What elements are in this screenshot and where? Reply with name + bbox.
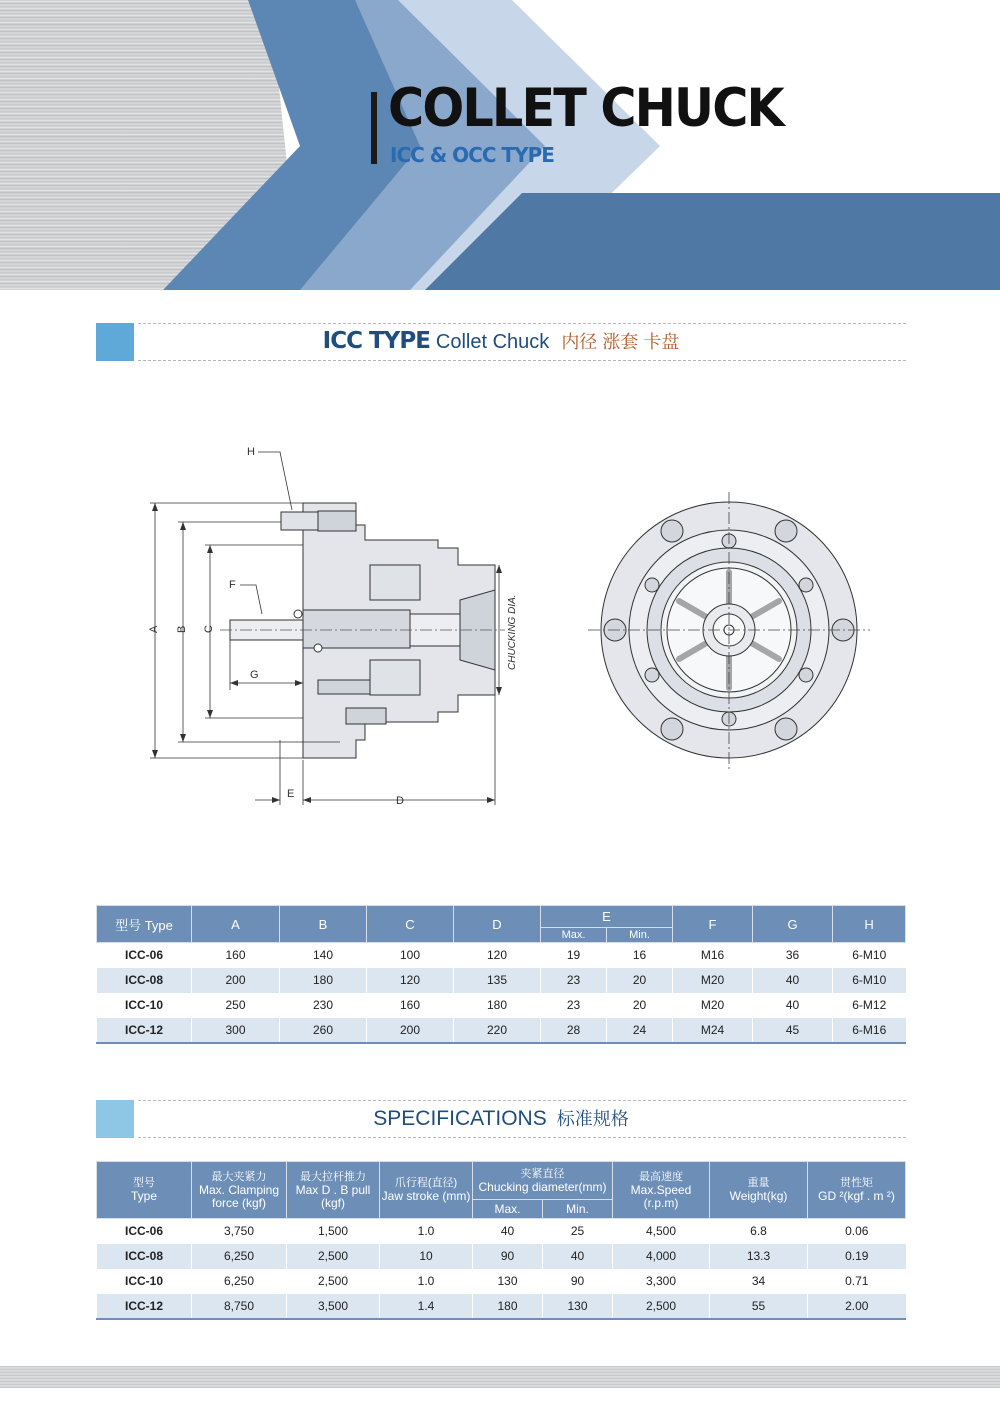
cell-clamping: 3,750 bbox=[192, 1219, 287, 1244]
label-h: H bbox=[247, 446, 255, 458]
cell-a: 160 bbox=[192, 943, 280, 968]
col-header-chucking-dia bbox=[473, 1162, 613, 1200]
collet-chuck-drawing bbox=[130, 430, 880, 820]
cell-type: ICC-08 bbox=[97, 968, 192, 993]
cell-type: ICC-06 bbox=[97, 1219, 192, 1244]
col-header-type-cn: 型号 bbox=[133, 1177, 155, 1189]
cell-e-min: 20 bbox=[607, 993, 673, 1018]
cell-e-min: 20 bbox=[607, 968, 673, 993]
col-header-clamping bbox=[192, 1162, 287, 1219]
col-header-type: 型号 Type bbox=[97, 906, 192, 943]
cell-stroke: 1.0 bbox=[380, 1269, 473, 1294]
cell-speed: 4,000 bbox=[613, 1244, 710, 1269]
cell-clamping: 6,250 bbox=[192, 1244, 287, 1269]
col-header-d: D bbox=[454, 906, 541, 943]
col-header-b: B bbox=[280, 906, 367, 943]
side-view bbox=[230, 503, 495, 758]
dashed-divider bbox=[138, 1137, 906, 1138]
table-row bbox=[97, 1018, 906, 1043]
cell-h: 6-M10 bbox=[833, 968, 906, 993]
cell-f: M20 bbox=[673, 993, 753, 1018]
dashed-divider bbox=[138, 1100, 906, 1101]
col-header-speed-en: Max.Speed (r.p.m) bbox=[630, 1182, 692, 1210]
col-header-chucking-dia-cn: 夹紧直径 bbox=[520, 1167, 565, 1180]
col-header-g: G bbox=[753, 906, 833, 943]
section-title bbox=[96, 328, 906, 354]
col-header-weight-cn: 重量 bbox=[747, 1177, 770, 1189]
section-title bbox=[96, 1105, 906, 1131]
section-title-regular: Collet Chuck bbox=[435, 331, 550, 353]
page-subtitle: ICC & OCC TYPE bbox=[390, 143, 554, 167]
cell-stroke: 1.4 bbox=[380, 1294, 473, 1319]
col-header-h: H bbox=[833, 906, 906, 943]
col-header-e: E bbox=[541, 906, 673, 928]
col-header-gd2-cn: 贯性矩 bbox=[840, 1177, 874, 1189]
col-header-e-min: Min. bbox=[607, 928, 673, 943]
cell-dia-min: 130 bbox=[543, 1294, 613, 1319]
cell-stroke: 1.0 bbox=[380, 1219, 473, 1244]
label-a: A bbox=[148, 625, 160, 633]
cell-weight: 6.8 bbox=[710, 1219, 808, 1244]
col-header-pull bbox=[287, 1162, 380, 1219]
cell-h: 6-M10 bbox=[833, 943, 906, 968]
page-title: COLLET CHUCK bbox=[388, 78, 783, 139]
cell-e-max: 23 bbox=[541, 993, 607, 1018]
cell-c: 120 bbox=[367, 968, 454, 993]
cell-dia-max: 130 bbox=[473, 1269, 543, 1294]
col-header-pull-cn: 最大拉杆推力 bbox=[300, 1170, 366, 1183]
col-header-weight bbox=[710, 1162, 808, 1219]
section-header-icc-type bbox=[96, 323, 906, 361]
cell-b: 230 bbox=[280, 993, 367, 1018]
col-header-stroke-en: Jaw stroke (mm) bbox=[381, 1189, 471, 1203]
cell-d: 220 bbox=[454, 1018, 541, 1043]
cell-dia-max: 180 bbox=[473, 1294, 543, 1319]
section-title-bold: ICC TYPE bbox=[322, 328, 430, 354]
cell-c: 160 bbox=[367, 993, 454, 1018]
col-header-speed bbox=[613, 1162, 710, 1219]
cell-f: M24 bbox=[673, 1018, 753, 1043]
cell-gd2: 0.71 bbox=[808, 1269, 906, 1294]
col-header-f: F bbox=[673, 906, 753, 943]
col-header-a: A bbox=[192, 906, 280, 943]
cell-weight: 55 bbox=[710, 1294, 808, 1319]
cell-c: 100 bbox=[367, 943, 454, 968]
cell-g: 36 bbox=[753, 943, 833, 968]
cell-b: 140 bbox=[280, 943, 367, 968]
col-header-speed-cn: 最高速度 bbox=[639, 1170, 684, 1183]
cell-dia-min: 90 bbox=[543, 1269, 613, 1294]
cell-b: 260 bbox=[280, 1018, 367, 1043]
cell-b: 180 bbox=[280, 968, 367, 993]
label-d: D bbox=[396, 795, 404, 807]
table-row bbox=[97, 993, 906, 1018]
cell-type: ICC-06 bbox=[97, 943, 192, 968]
section-header-specifications bbox=[96, 1100, 906, 1138]
cell-type: ICC-10 bbox=[97, 993, 192, 1018]
col-header-gd2-en: GD ²(kgf . m ²) bbox=[818, 1189, 895, 1203]
col-header-stroke-cn: 爪行程(直径) bbox=[394, 1177, 458, 1189]
col-header-weight-en: Weight(kg) bbox=[729, 1189, 788, 1203]
cell-a: 200 bbox=[192, 968, 280, 993]
dimension-table bbox=[96, 905, 906, 1044]
header-banner bbox=[0, 0, 1000, 290]
label-f: F bbox=[229, 579, 236, 591]
cell-weight: 34 bbox=[710, 1269, 808, 1294]
col-header-dia-max: Max. bbox=[473, 1200, 543, 1219]
cell-pull: 2,500 bbox=[287, 1244, 380, 1269]
cell-c: 200 bbox=[367, 1018, 454, 1043]
col-header-c: C bbox=[367, 906, 454, 943]
cell-g: 45 bbox=[753, 1018, 833, 1043]
cell-e-max: 23 bbox=[541, 968, 607, 993]
label-chucking-dia: CHUCKING DIA. bbox=[507, 594, 518, 670]
label-g: G bbox=[250, 669, 259, 681]
cell-d: 120 bbox=[454, 943, 541, 968]
cell-weight: 13.3 bbox=[710, 1244, 808, 1269]
cell-clamping: 6,250 bbox=[192, 1269, 287, 1294]
cell-g: 40 bbox=[753, 993, 833, 1018]
col-header-gd2 bbox=[808, 1162, 906, 1219]
cell-h: 6-M16 bbox=[833, 1018, 906, 1043]
cell-type: ICC-12 bbox=[97, 1018, 192, 1043]
cell-e-min: 24 bbox=[607, 1018, 673, 1043]
label-b: B bbox=[176, 625, 188, 633]
cell-dia-min: 25 bbox=[543, 1219, 613, 1244]
cell-gd2: 0.06 bbox=[808, 1219, 906, 1244]
col-header-clamping-en: Max. Clamping force (kgf) bbox=[198, 1182, 280, 1210]
title-accent-bar bbox=[371, 92, 377, 164]
cell-type: ICC-12 bbox=[97, 1294, 192, 1319]
cell-e-min: 16 bbox=[607, 943, 673, 968]
cell-a: 250 bbox=[192, 993, 280, 1018]
cell-d: 180 bbox=[454, 993, 541, 1018]
table-row bbox=[97, 1269, 906, 1294]
col-header-type bbox=[97, 1162, 192, 1219]
cell-speed: 3,300 bbox=[613, 1269, 710, 1294]
table-row bbox=[97, 1219, 906, 1244]
cell-dia-max: 40 bbox=[473, 1219, 543, 1244]
cell-clamping: 8,750 bbox=[192, 1294, 287, 1319]
table-row bbox=[97, 1244, 906, 1269]
col-header-type-en: Type bbox=[130, 1189, 157, 1203]
label-c: C bbox=[203, 625, 215, 633]
dashed-divider bbox=[138, 360, 906, 361]
cell-gd2: 0.19 bbox=[808, 1244, 906, 1269]
col-header-chucking-dia-en: Chucking diameter(mm) bbox=[478, 1179, 607, 1194]
cell-speed: 4,500 bbox=[613, 1219, 710, 1244]
cell-gd2: 2.00 bbox=[808, 1294, 906, 1319]
cell-e-max: 28 bbox=[541, 1018, 607, 1043]
cell-d: 135 bbox=[454, 968, 541, 993]
col-header-stroke bbox=[380, 1162, 473, 1219]
table-row bbox=[97, 943, 906, 968]
table-row bbox=[97, 968, 906, 993]
cell-pull: 2,500 bbox=[287, 1269, 380, 1294]
cell-g: 40 bbox=[753, 968, 833, 993]
cell-stroke: 10 bbox=[380, 1244, 473, 1269]
table-row bbox=[97, 1294, 906, 1319]
cell-pull: 3,500 bbox=[287, 1294, 380, 1319]
section-title-regular: SPECIFICATIONS bbox=[373, 1107, 547, 1130]
cell-f: M20 bbox=[673, 968, 753, 993]
cell-type: ICC-10 bbox=[97, 1269, 192, 1294]
cell-f: M16 bbox=[673, 943, 753, 968]
cell-h: 6-M12 bbox=[833, 993, 906, 1018]
col-header-e-max: Max. bbox=[541, 928, 607, 943]
cell-speed: 2,500 bbox=[613, 1294, 710, 1319]
section-title-chinese: 标准规格 bbox=[556, 1109, 629, 1129]
cell-e-max: 19 bbox=[541, 943, 607, 968]
cell-pull: 1,500 bbox=[287, 1219, 380, 1244]
col-header-dia-min: Min. bbox=[543, 1200, 613, 1219]
footer-metal-strip bbox=[0, 1366, 1000, 1388]
section-title-chinese: 内径 涨套 卡盘 bbox=[561, 332, 680, 352]
cell-type: ICC-08 bbox=[97, 1244, 192, 1269]
dashed-divider bbox=[138, 323, 906, 324]
label-e: E bbox=[287, 788, 295, 800]
cell-dia-max: 90 bbox=[473, 1244, 543, 1269]
spec-table bbox=[96, 1161, 906, 1320]
cell-dia-min: 40 bbox=[543, 1244, 613, 1269]
cell-a: 300 bbox=[192, 1018, 280, 1043]
col-header-pull-en: Max D . B pull (kgf) bbox=[295, 1182, 371, 1210]
col-header-clamping-cn: 最大夹紧力 bbox=[211, 1170, 267, 1183]
